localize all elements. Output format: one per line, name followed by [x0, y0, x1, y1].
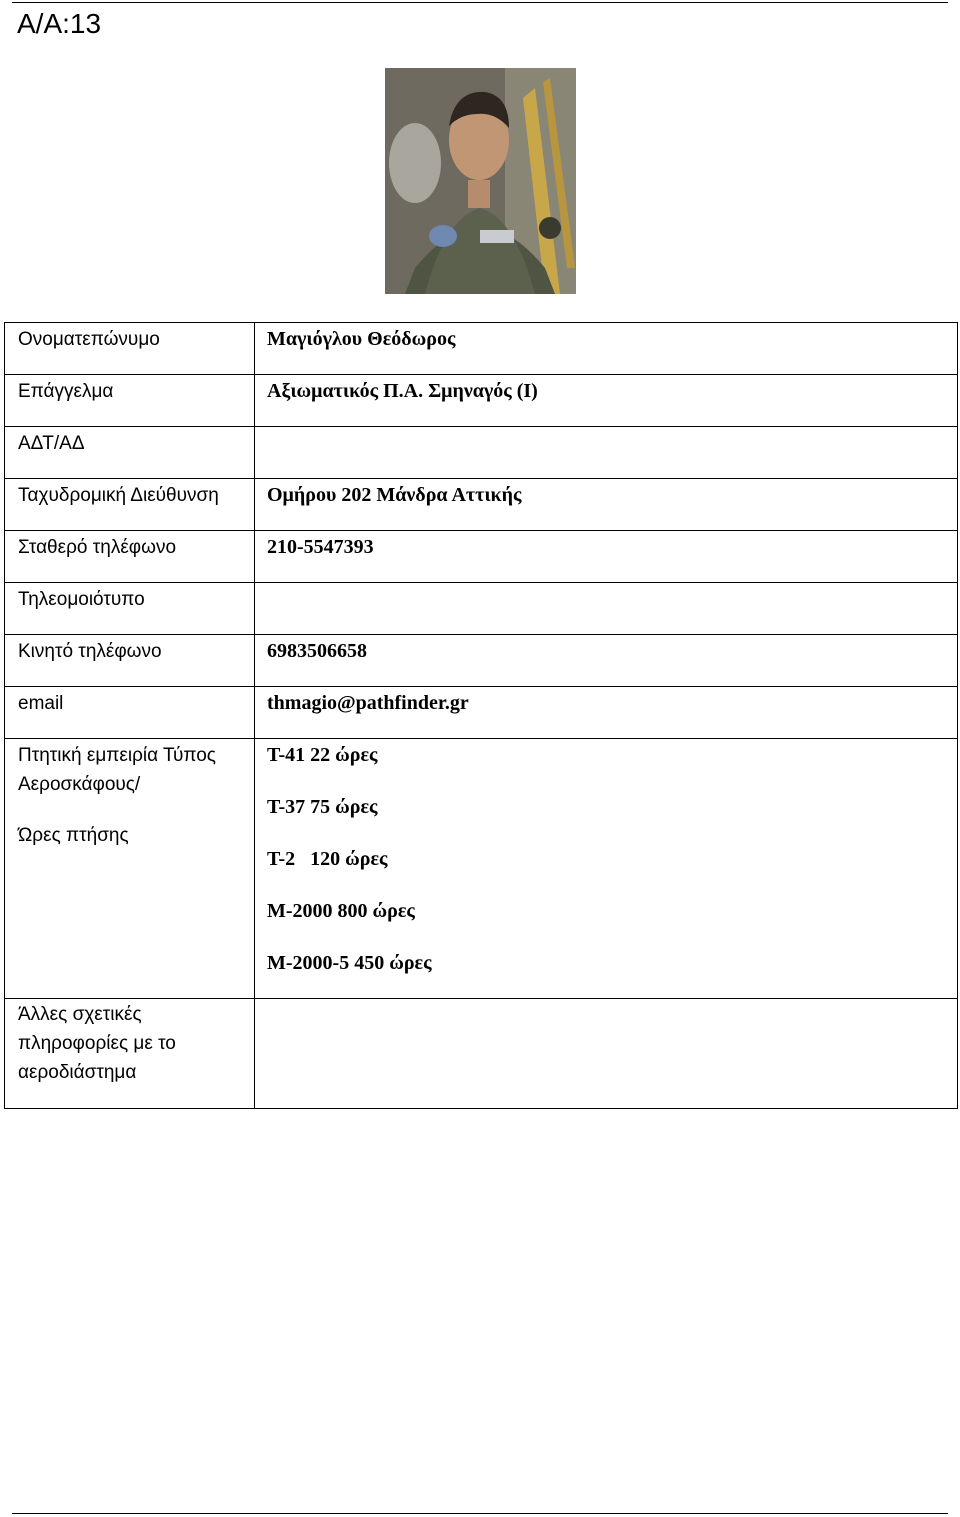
label-landline: Σταθερό τηλέφωνο — [18, 537, 177, 558]
label-flight-experience-line: Πτητική εμπειρία Τύπος — [18, 745, 216, 766]
flight-hours-entry: Τ-41 22 ώρες — [267, 744, 378, 766]
value-landline: 210-5547393 — [267, 536, 374, 558]
row-mobile — [5, 635, 958, 687]
pilot-portrait-photo — [385, 68, 576, 294]
bottom-rule — [12, 1513, 948, 1514]
row-other-info — [5, 999, 958, 1109]
label-id-card: ΑΔΤ/ΑΔ — [18, 433, 85, 454]
label-other-info-line: Άλλες σχετικές — [18, 1004, 142, 1025]
flight-hours-list — [255, 739, 957, 980]
label-other-info — [5, 999, 254, 1087]
flight-hours-entry: Μ-2000 800 ώρες — [267, 900, 415, 922]
label-flight-experience-line: Αεροσκάφους/ — [18, 774, 141, 795]
top-rule — [12, 2, 948, 3]
label-other-info-line: αεροδιάστημα — [18, 1062, 137, 1083]
row-flight-experience — [5, 739, 958, 999]
row-landline — [5, 531, 958, 583]
value-other-info — [255, 999, 957, 1001]
flight-hours-entry: Τ-2 120 ώρες — [267, 848, 388, 870]
value-address: Ομήρου 202 Μάνδρα Αττικής — [267, 484, 522, 506]
label-address: Ταχυδρομική Διεύθυνση — [18, 485, 219, 506]
row-id-card — [5, 427, 958, 479]
label-profession: Επάγγελμα — [18, 381, 114, 402]
value-full-name: Μαγιόγλου Θεόδωρος — [267, 328, 456, 350]
pilot-information-table — [4, 322, 958, 1109]
value-profession: Αξιωματικός Π.Α. Σμηναγός (Ι) — [267, 380, 538, 402]
label-flight-experience-line: Ώρες πτήσης — [18, 825, 129, 846]
value-id-card — [255, 427, 957, 429]
document-number: Α/Α:13 — [17, 8, 102, 39]
label-fax: Τηλεομοιότυπο — [18, 589, 145, 610]
flight-hours-entry: Τ-37 75 ώρες — [267, 796, 378, 818]
value-email: thmagio@pathfinder.gr — [267, 692, 469, 714]
row-full-name — [5, 323, 958, 375]
row-fax — [5, 583, 958, 635]
value-fax — [255, 583, 957, 585]
flight-hours-entry: Μ-2000-5 450 ώρες — [267, 952, 432, 974]
label-other-info-line: πληροφορίες με το — [18, 1033, 176, 1054]
value-mobile: 6983506658 — [267, 640, 367, 662]
label-full-name: Ονοματεπώνυμο — [18, 329, 160, 350]
label-email: email — [18, 693, 64, 714]
row-email — [5, 687, 958, 739]
row-profession — [5, 375, 958, 427]
label-mobile: Κινητό τηλέφωνο — [18, 641, 162, 662]
label-flight-experience — [5, 739, 254, 850]
row-address — [5, 479, 958, 531]
